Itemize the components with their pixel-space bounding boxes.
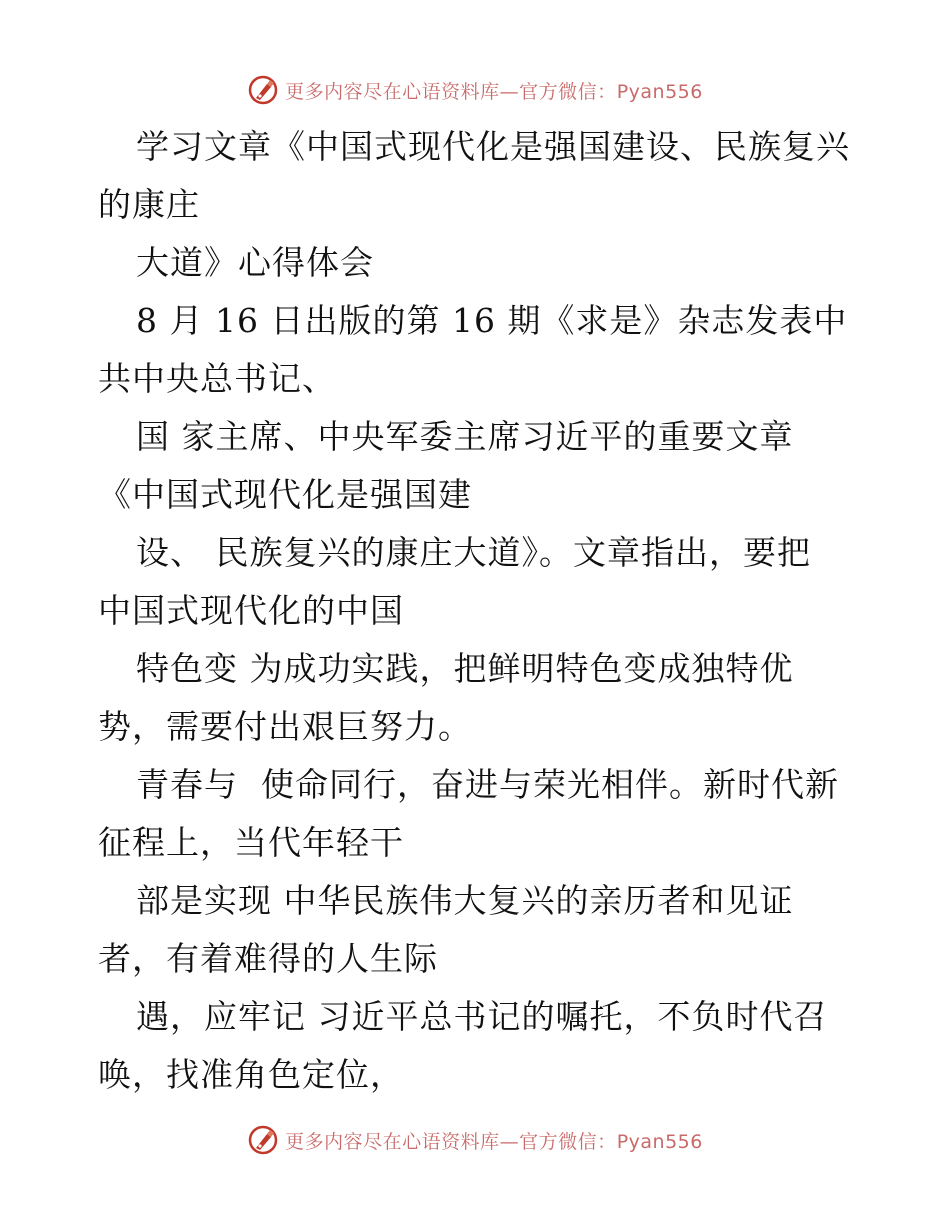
footer-banner-content — [247, 1124, 703, 1156]
text-line: 遇，应牢记 习近平总书记的嘱托，不负时代召 — [136, 997, 828, 1036]
text-line: 学习文章《中国式现代化是强国建设、民族复兴 — [136, 127, 850, 166]
text-line: 唤，找准角色定位， — [98, 1055, 404, 1094]
text-line: 部是实现 中华民族伟大复兴的亲历者和见证 — [136, 881, 794, 920]
text-line: 设、 民族复兴的康庄大道》。文章指出，要把 — [136, 533, 811, 572]
document-body — [98, 118, 898, 1104]
text-line: 中国式现代化的中国 — [98, 591, 404, 630]
text-line: 共中央总书记、 — [98, 359, 336, 398]
text-line: 征程上，当代年轻干 — [98, 823, 404, 862]
footer-banner-id: Pyan556 — [616, 1130, 703, 1153]
footer-banner-text — [285, 1127, 703, 1154]
text-line: 势，需要付出艰巨努力。 — [98, 707, 472, 746]
header-banner-main: 更多内容尽在心语资料库 — [285, 80, 500, 103]
text-line: 大道》心得体会 — [136, 243, 374, 282]
header-banner-id: Pyan556 — [616, 80, 703, 103]
header-banner-label: 官方微信： — [519, 80, 617, 103]
text-line: 的康庄 — [98, 185, 200, 224]
header-banner-sep: — — [499, 80, 520, 103]
footer-banner — [0, 1120, 950, 1160]
text-line: 《中国式现代化是强国建 — [98, 475, 472, 514]
text-line: 者，有着难得的人生际 — [98, 939, 438, 978]
text-line: 特色变 为成功实践，把鲜明特色变成独特优 — [136, 649, 794, 688]
pen-nib-circle-icon — [247, 74, 279, 106]
text-line: 青春与 使命同行，奋进与荣光相伴。新时代新 — [136, 765, 839, 804]
footer-banner-main: 更多内容尽在心语资料库 — [285, 1130, 500, 1153]
pen-nib-circle-icon — [247, 1124, 279, 1156]
text-line: 国 家主席、中央军委主席习近平的重要文章 — [136, 417, 794, 456]
footer-banner-sep: — — [499, 1130, 520, 1153]
text-line: 8 月 16 日出版的第 16 期《求是》杂志发表中 — [136, 301, 848, 340]
footer-banner-label: 官方微信： — [519, 1130, 617, 1153]
header-banner-content — [247, 74, 703, 106]
header-banner — [0, 70, 950, 110]
header-banner-text — [285, 77, 703, 104]
